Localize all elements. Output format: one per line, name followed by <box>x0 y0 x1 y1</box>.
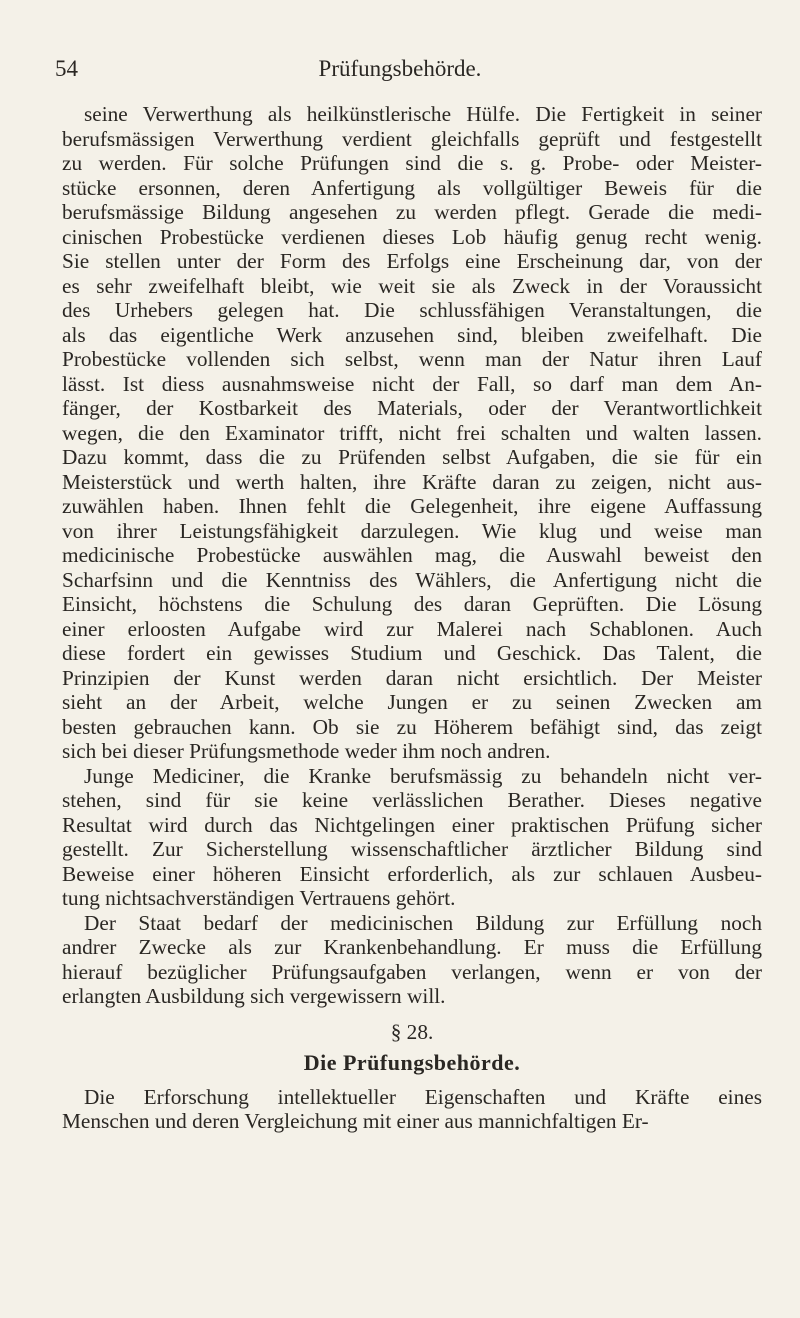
text-line: diese fordert ein gewisses Studium und Geschick. Das Talent, die <box>62 641 762 665</box>
text-line: als das eigentliche Werk anzusehen sind, bleiben zweifelhaft. Die <box>62 322 762 347</box>
text-line: berufsmässigen Verwerthung verdient gleichfalls geprüft und festgestellt <box>62 126 762 151</box>
text-line: erlangten Ausbildung sich vergewissern will. <box>62 984 446 1008</box>
text-line: medicinische Probestücke auswählen mag, die Auswahl beweist den <box>62 543 762 567</box>
running-head: Prüfungsbehörde. <box>318 56 482 81</box>
paragraph <box>62 911 762 1009</box>
text-line: es sehr zweifelhaft bleibt, wie weit sie als Zweck in der Voraussicht <box>62 273 762 298</box>
text-line: hierauf bezüglicher Prüfungsaufgaben verlangen, wenn er von der <box>62 959 762 984</box>
text-line: Einsicht, höchstens die Schulung des daran Geprüften. Die Lösung <box>62 592 762 616</box>
text-line: fänger, der Kostbarkeit des Materials, oder der Verantwortlichkeit <box>62 396 762 420</box>
text-line: Sie stellen unter der Form des Erfolgs eine Erscheinung dar, von der <box>62 249 762 273</box>
text-line: andrer Zwecke als zur Krankenbehandlung. Er muss die Erfüllung <box>62 935 762 959</box>
text-line: Beweise einer höheren Einsicht erforderlich, als zur schlauen Ausbeu- <box>62 861 762 886</box>
text-line: seine Verwerthung als heilkünstlerische Hülfe. Die Fertigkeit in seiner <box>84 102 762 126</box>
text-line: sich bei dieser Prüfungsmethode weder ihm noch andren. <box>62 739 551 763</box>
text-line: Probestücke vollenden sich selbst, wenn man der Natur ihren Lauf <box>62 347 762 371</box>
paragraph <box>62 764 762 911</box>
text-line: besten gebrauchen kann. Ob sie zu Höherem befähigt sind, das zeigt <box>62 714 762 739</box>
text-line: Dazu kommt, dass die zu Prüfenden selbst Aufgaben, die sie für ein <box>62 445 762 469</box>
text-line: tung nichtsachverständigen Vertrauens gehört. <box>62 886 456 910</box>
text-line: cinischen Probestücke verdienen dieses Lob häufig genug recht wenig. <box>62 224 762 249</box>
text-line: Der Staat bedarf der medicinischen Bildung zur Erfüllung noch <box>84 910 762 935</box>
text-line: einer erloosten Aufgabe wird zur Malerei nach Schablonen. Auch <box>62 616 762 641</box>
text-line: berufsmässige Bildung angesehen zu werden pflegt. Gerade die medi- <box>62 200 762 224</box>
text-line: Menschen und deren Vergleichung mit einer aus mannichfaltigen Er- <box>62 1109 649 1133</box>
page-number: 54 <box>55 56 78 81</box>
text-line: wegen, die den Examinator trifft, nicht frei schalten und walten lassen. <box>62 420 762 445</box>
text-line: lässt. Ist diess ausnahmsweise nicht der Fall, so darf man dem An- <box>62 371 762 396</box>
paragraph <box>62 102 762 764</box>
text-line: Meisterstück und werth halten, ihre Kräfte daran zu zeigen, nicht aus- <box>62 469 762 494</box>
body-text <box>62 102 762 1134</box>
text-line: zu werden. Für solche Prüfungen sind die s. g. Probe- oder Meister- <box>62 151 762 175</box>
text-line: Junge Mediciner, die Kranke berufsmässig zu behandeln nicht ver- <box>84 763 762 788</box>
text-line: von ihrer Leistungsfähigkeit darzulegen. Wie klug und weise man <box>62 518 762 543</box>
text-line: gestellt. Zur Sicherstellung wissenschaftlicher ärztlicher Bildung sind <box>62 837 762 861</box>
text-line: Prinzipien der Kunst werden daran nicht ersichtlich. Der Meister <box>62 665 762 690</box>
text-line: sieht an der Arbeit, welche Jungen er zu seinen Zwecken am <box>62 690 762 714</box>
text-line: stücke ersonnen, deren Anfertigung als vollgültiger Beweis für die <box>62 175 762 200</box>
text-line: stehen, sind für sie keine verlässlichen Berather. Dieses negative <box>62 788 762 812</box>
text-line: Die Erforschung intellektueller Eigenschaften und Kräfte eines <box>84 1084 762 1109</box>
section-number: § 28. <box>390 1019 434 1044</box>
section-title: Die Prüfungsbehörde. <box>303 1049 521 1075</box>
paragraph <box>62 1085 762 1134</box>
text-line: zuwählen haben. Ihnen fehlt die Gelegenheit, ihre eigene Auffassung <box>62 494 762 518</box>
text-line: des Urhebers gelegen hat. Die schlussfähigen Veranstaltungen, die <box>62 298 762 322</box>
text-line: Scharfsinn und die Kenntniss des Wählers, die Anfertigung nicht die <box>62 567 762 592</box>
text-line: Resultat wird durch das Nichtgelingen einer praktischen Prüfung sicher <box>62 812 762 837</box>
